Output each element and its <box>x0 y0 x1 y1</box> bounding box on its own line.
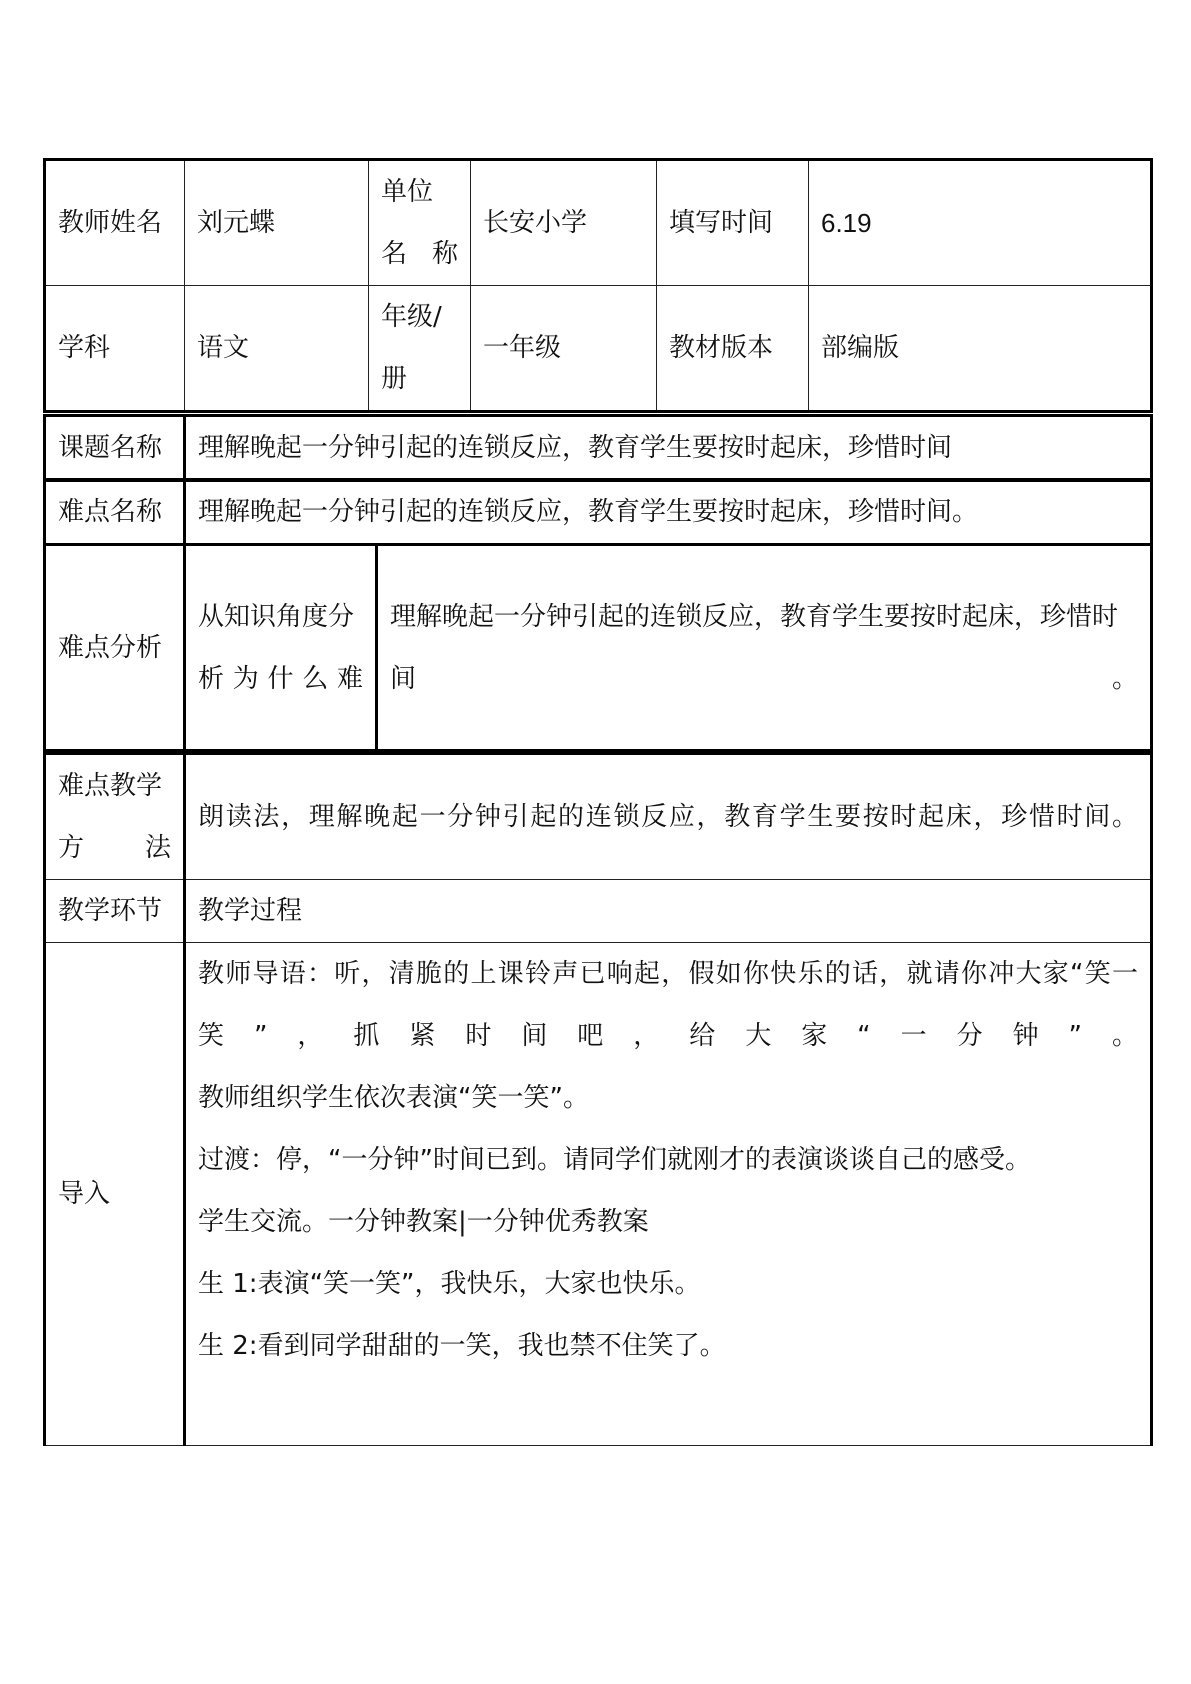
edition-label: 教材版本 <box>657 286 809 412</box>
process-label: 教学过程 <box>185 880 1152 943</box>
subject-label: 学科 <box>45 286 185 412</box>
grade-value: 一年级 <box>471 286 657 412</box>
topic-row <box>45 416 1152 481</box>
analysis-label: 难点分析 <box>45 545 185 751</box>
topic-value: 理解晚起一分钟引起的连锁反应，教育学生要按时起床，珍惜时间 <box>185 416 1152 481</box>
intro-line: 生 2:看到同学甜甜的一笑，我也禁不住笑了。 <box>198 1331 726 1361</box>
intro-stage: 导入 <box>45 943 185 1446</box>
info-table <box>43 158 1153 413</box>
method-row <box>45 754 1152 880</box>
analysis-sub-label: 从知识角度分析为什么难 <box>185 545 377 751</box>
analysis-row <box>45 545 1152 751</box>
fill-date-label: 填写时间 <box>657 160 809 286</box>
topic-label: 课题名称 <box>45 416 185 481</box>
topic-table <box>43 414 1153 482</box>
subject-value: 语文 <box>185 286 369 412</box>
intro-line: 学生交流。一分钟教案|一分钟优秀教案 <box>198 1207 649 1237</box>
unit-name-value: 长安小学 <box>471 160 657 286</box>
edition-value: 部编版 <box>809 286 1152 412</box>
method-value: 朗读法，理解晚起一分钟引起的连锁反应，教育学生要按时起床，珍惜时间。 <box>185 754 1152 880</box>
teaching-table <box>43 752 1153 1446</box>
grade-label: 年级/册 <box>369 286 471 412</box>
intro-row <box>45 943 1152 1446</box>
info-row-1 <box>45 160 1152 286</box>
info-row-2 <box>45 286 1152 412</box>
intro-line: 过渡：停，“一分钟”时间已到。请同学们就刚才的表演谈谈自己的感受。 <box>198 1145 1031 1175</box>
intro-content <box>185 943 1152 1446</box>
unit-name-label: 单位名称 <box>369 160 471 286</box>
difficulty-row <box>45 480 1152 545</box>
intro-line: 教师导语：听，清脆的上课铃声已响起，假如你快乐的话，就请你冲大家“笑一笑”，抓紧时间吧，给大家“一分钟”。 <box>198 959 1138 1051</box>
intro-line: 生 1:表演“笑一笑”，我快乐，大家也快乐。 <box>198 1269 701 1299</box>
stage-label: 教学环节 <box>45 880 185 943</box>
method-label: 难点教学方法 <box>45 754 185 880</box>
difficulty-table <box>43 478 1153 546</box>
difficulty-label: 难点名称 <box>45 480 185 545</box>
analysis-value: 理解晚起一分钟引起的连锁反应，教育学生要按时起床，珍惜时间。 <box>377 545 1152 751</box>
teacher-name-label: 教师姓名 <box>45 160 185 286</box>
teacher-name-value: 刘元蝶 <box>185 160 369 286</box>
analysis-table <box>43 543 1153 752</box>
process-header-row <box>45 880 1152 943</box>
difficulty-value: 理解晚起一分钟引起的连锁反应，教育学生要按时起床，珍惜时间。 <box>185 480 1152 545</box>
intro-line: 教师组织学生依次表演“笑一笑”。 <box>198 1083 589 1113</box>
fill-date-value: 6.19 <box>809 160 1152 286</box>
